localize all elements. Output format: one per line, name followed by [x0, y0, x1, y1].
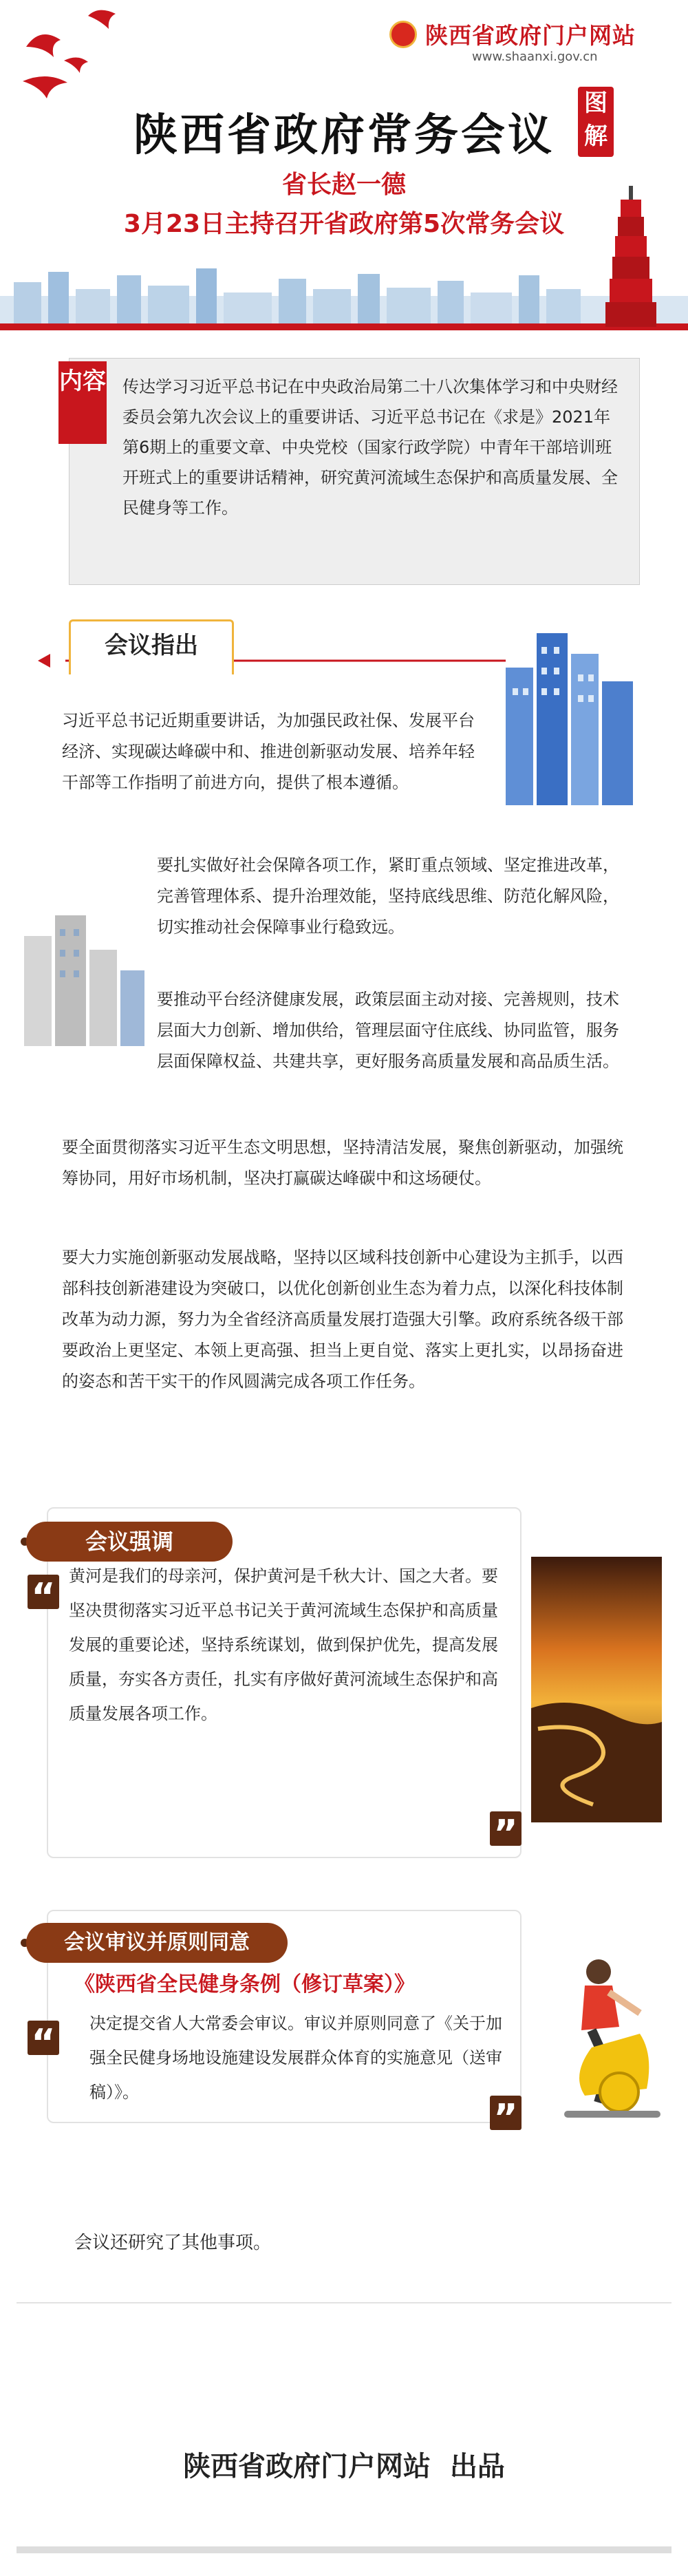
city-skyline-illustration: [0, 255, 688, 330]
gray-buildings-illustration: [17, 908, 148, 1046]
section3-text: 决定提交省人大常委会审议。审议并原则同意了《关于加强全民健身场地设施建设发展群众体育的实施意见（送审稿）》。: [89, 2014, 502, 2102]
section3-doc-title: 《陕西省全民健身条例（修订草案）》: [74, 1972, 415, 1997]
content-tag: 内容: [58, 361, 107, 444]
quote-close-icon: ”: [490, 1811, 522, 1846]
quote-open-icon: “: [28, 2021, 59, 2055]
subtitle-governor: 省长赵一德: [281, 171, 406, 199]
content-text: 传达学习习近平总书记在中央政治局第二十八次集体学习和中央财经委员会第九次会议上的重要讲话、习近平总书记在《求是》2021年第6期上的重要文章、中央党校（国家行政学院）中青年干部培训班开班式上的重要讲话精神，研究黄河流域生态保护和高质量发展、全民健身等工作。: [122, 377, 618, 518]
subtitle-meeting: 3月23日主持召开省政府第5次常务会议: [123, 210, 565, 238]
site-name: 陕西省政府门户网站: [425, 22, 636, 49]
section1-paragraph-3: 要推动平台经济健康发展，政策层面主动对接、完善规则，技术层面大力创新、增加供给，管理层面守住底线、协同监管，服务层面保障权益、共建共享，更好服务高质量发展和高品质生活。: [157, 990, 619, 1071]
page-title: 陕西省政府常务会议: [133, 110, 555, 161]
yellow-river-sunset-image: [531, 1557, 662, 1822]
footer-credit: 陕西省政府门户网站 出品: [183, 2451, 505, 2482]
emblem-icon: [389, 21, 417, 48]
other-matters-text: 会议还研究了其他事项。: [74, 2233, 272, 2253]
site-url: www.shaanxi.gov.cn: [472, 50, 598, 64]
cyclist-fitness-illustration: [544, 1951, 667, 2123]
section1-paragraph-4: 要全面贯彻落实习近平生态文明思想，坚持清洁发展，聚焦创新驱动，加强统筹协同，用好市场机制，坚决打赢碳达峰碳中和这场硬仗。: [62, 1138, 623, 1188]
section1-tag: [69, 619, 234, 674]
quote-open-icon: “: [28, 1575, 59, 1609]
footer-bar: [17, 2546, 671, 2553]
tujie-badge: 图解: [578, 87, 614, 157]
section1-paragraph-2: 要扎实做好社会保障各项工作，紧盯重点领域、坚定推进改革，完善管理体系、提升治理效能，坚持底线思维、防范化解风险，切实推动社会保障事业行稳致远。: [157, 855, 619, 937]
pagoda-illustration: [600, 186, 662, 327]
section3-tag: 会议审议并原则同意: [26, 1923, 288, 1963]
blue-buildings-illustration: [492, 613, 650, 805]
section2-text: 黄河是我们的母亲河，保护黄河是千秋大计、国之大者。要坚决贯彻落实习近平总书记关于黄河流域生态保护和高质量发展的重要论述，坚持系统谋划，做到保护优先，提高发展质量，夯实各方责任，扎实有序做好黄河流域生态保护和高质量发展各项工作。: [69, 1566, 498, 1723]
section1-tag-label: 会议指出: [105, 632, 198, 659]
section1-paragraph-1: 习近平总书记近期重要讲话，为加强民政社保、发展平台经济、实现碳达峰碳中和、推进创新驱动发展、培养年轻干部等工作指明了前进方向，提供了根本遵循。: [62, 711, 475, 792]
decor-birds: [12, 6, 150, 109]
quote-close-icon: ”: [490, 2096, 522, 2130]
footer-divider: [17, 2302, 671, 2303]
section2-tag: 会议强调: [26, 1522, 233, 1562]
section1-paragraph-5: 要大力实施创新驱动发展战略，坚持以区域科技创新中心建设为主抓手，以西部科技创新港建设为突破口，以优化创新创业生态为着力点，以深化科技体制改革为动力源，努力为全省经济高质量发展打造强大引擎。政府系统各级干部要政治上更坚定、本领上更高强、担当上更自觉、落实上更扎实，以昂扬奋进的姿态和苦干实干的作风圆满完成各项工作任务。: [62, 1248, 623, 1391]
